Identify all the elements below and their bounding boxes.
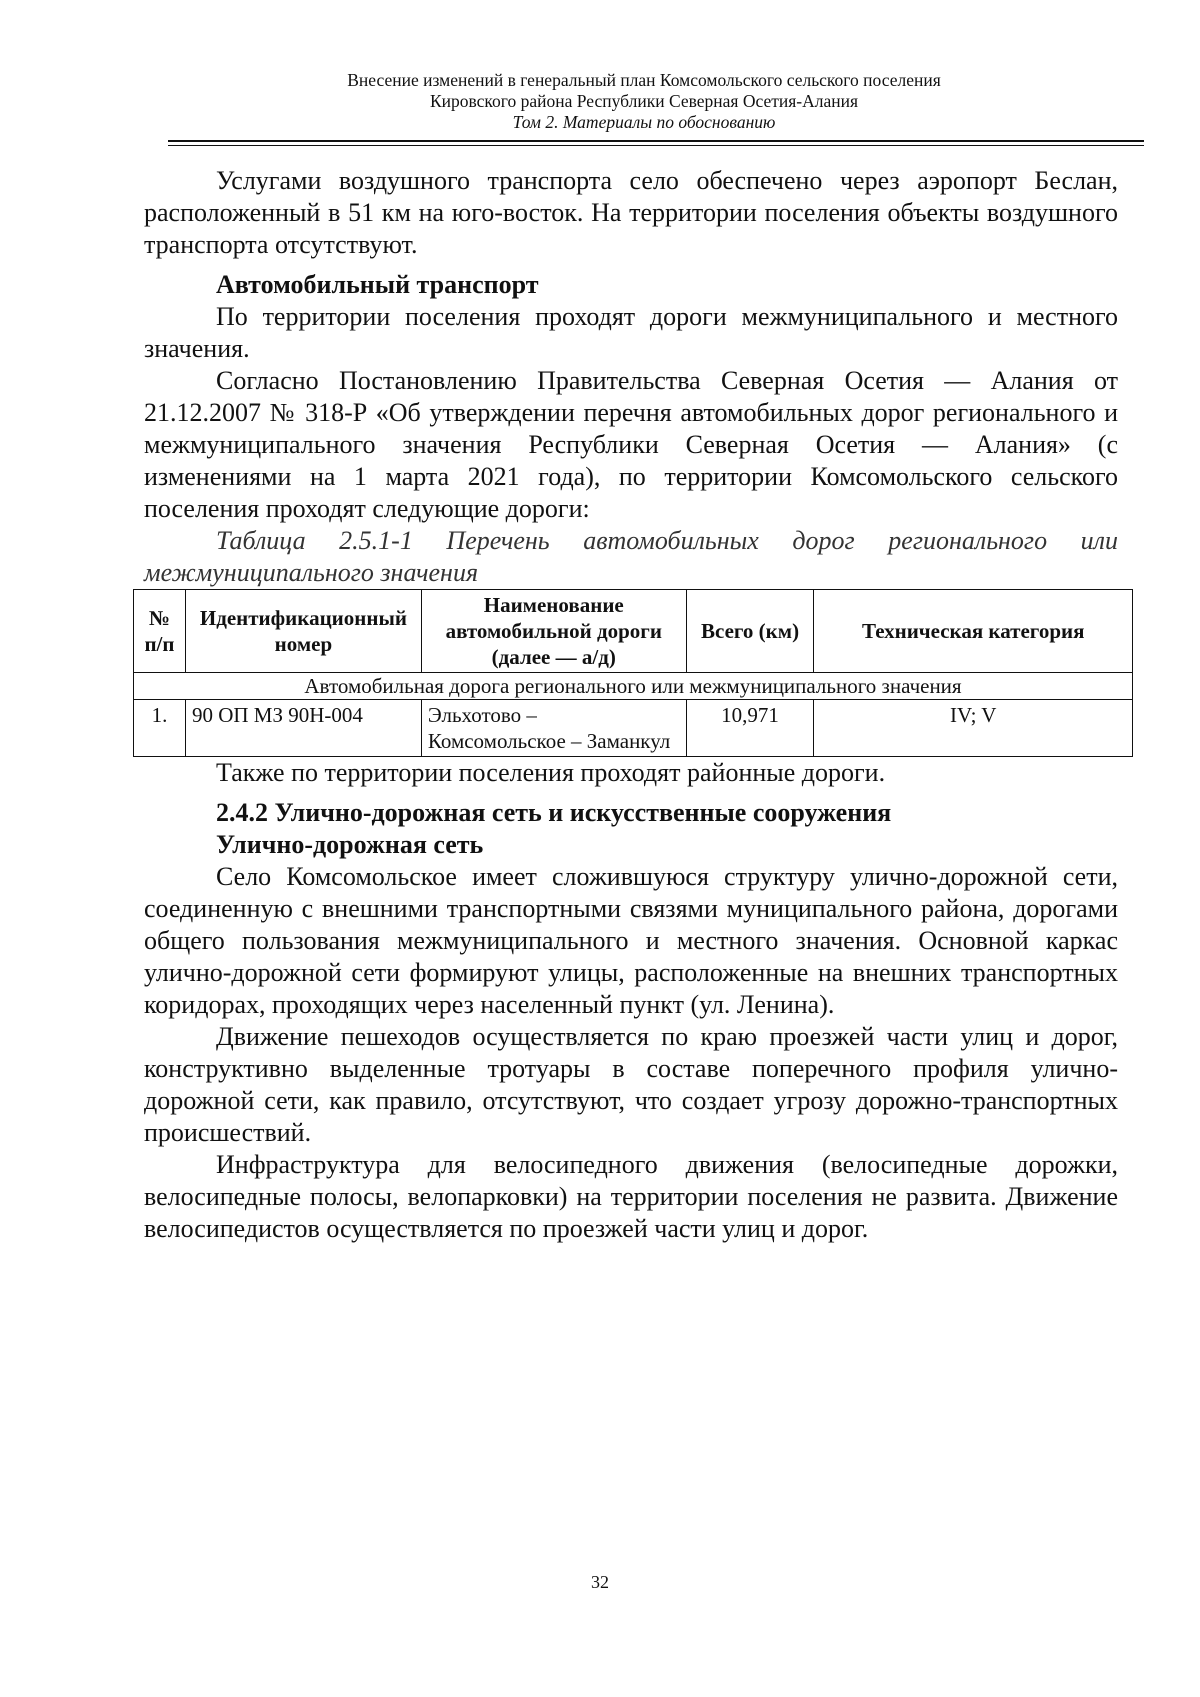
cell-id: 90 ОП МЗ 90Н-004 xyxy=(185,700,421,757)
header-rule-thick xyxy=(168,140,1144,142)
heading-auto-transport: Автомобильный транспорт xyxy=(216,270,539,299)
page-number: 32 xyxy=(591,1572,609,1592)
roads-table xyxy=(133,589,1133,757)
cell-total: 10,971 xyxy=(686,700,814,757)
group-label: Автомобильная дорога регионального или межмуниципального значения xyxy=(134,673,1133,700)
header-total: Всего (км) xyxy=(686,590,814,673)
cell-category: IV; V xyxy=(814,700,1133,757)
header-title-line2: Кировского района Республики Северная Осетия-Алания xyxy=(429,91,859,111)
paragraph-pedestrians: Движение пешеходов осуществляется по краю проезжей части улиц и дорог, конструктивно выделенные тротуары в составе поперечного профиля улично-дорожной сети, как правило, отсутствуют, что создает угрозу дорожно-транспортных происшествий. xyxy=(144,1022,1118,1147)
table-row xyxy=(134,700,1133,757)
page-content xyxy=(144,165,1118,1245)
heading-section-2-4-2: 2.4.2 Улично-дорожная сеть и искусственные сооружения xyxy=(216,798,892,827)
header-category: Техническая категория xyxy=(814,590,1133,673)
header-rule-thin xyxy=(168,145,1144,146)
header-title-line1: Внесение изменений в генеральный план Комсомольского сельского поселения xyxy=(347,70,941,90)
table-header-row xyxy=(134,590,1133,673)
heading-street-network: Улично-дорожная сеть xyxy=(216,830,484,859)
header-volume: Том 2. Материалы по обоснованию xyxy=(512,112,776,132)
paragraph-district-roads: Также по территории поселения проходят районные дороги. xyxy=(216,758,886,787)
header-num: № п/п xyxy=(134,590,186,673)
table-caption: Таблица 2.5.1-1 Перечень автомобильных дорог регионального или межмуниципального значения xyxy=(144,526,1118,587)
paragraph-street-structure: Село Комсомольское имеет сложившуюся структуру улично-дорожной сети, соединенную с внешними транспортными связями муниципального района, дорогами общего пользования межмуниципального и местного значения. Основной каркас улично-дорожной сети формируют улицы, расположенные на внешних транспортных коридорах, проходящих через населенный пункт (ул. Ленина). xyxy=(144,862,1118,1019)
cell-name: Эльхотово – Комсомольское – Заманкул xyxy=(421,700,686,757)
page-header xyxy=(144,70,1144,133)
header-id: Идентификационный номер xyxy=(185,590,421,673)
paragraph-bicycles: Инфраструктура для велосипедного движения (велосипедные дорожки, велосипедные полосы, велопарковки) на территории поселения не развита. Движение велосипедистов осуществляется по проезжей части улиц и дорог. xyxy=(144,1150,1118,1243)
header-name: Наименование автомобильной дороги (далее — а/д) xyxy=(421,590,686,673)
cell-num: 1. xyxy=(134,700,186,757)
paragraph-regulation: Согласно Постановлению Правительства Северная Осетия — Алания от 21.12.2007 № 318-Р «Об утверждении перечня автомобильных дорог регионального и межмуниципального значения Республики Северная Осетия — Алания» (с изменениями на 1 марта 2021 года), по территории Комсомольского сельского поселения проходят следующие дороги: xyxy=(144,366,1118,523)
table-group-row xyxy=(134,673,1133,700)
paragraph-air-transport: Услугами воздушного транспорта село обеспечено через аэропорт Беслан, расположенный в 51 км на юго-восток. На территории поселения объекты воздушного транспорта отсутствуют. xyxy=(144,166,1118,259)
paragraph-roads: По территории поселения проходят дороги межмуниципального и местного значения. xyxy=(144,302,1118,363)
